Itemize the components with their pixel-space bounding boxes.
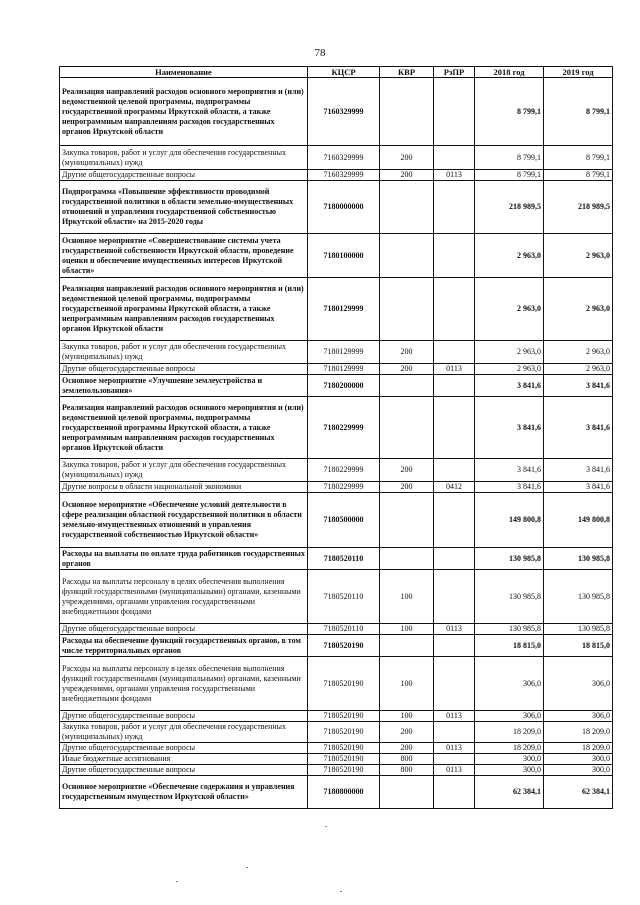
table-row [60,657,613,711]
row-kcsr: 7180520190 [308,657,380,711]
header-2019: 2019 год [544,67,613,78]
row-2019: 218 989,5 [544,181,613,234]
row-rzpr [434,776,475,809]
header-kvr: КВР [380,67,434,78]
row-2018: 3 841,6 [475,482,544,493]
row-rzpr [434,657,475,711]
table-row [60,570,613,624]
row-2018: 18 209,0 [475,743,544,754]
row-kvr [380,635,434,657]
row-2019: 306,0 [544,711,613,722]
row-kcsr: 7180520190 [308,754,380,765]
row-name: Реализация направлений расходов основного мероприятия и (или) ведомственной целевой программы, подпрограммы государственной программы Иркутской области, а также непрограммным направлениям расходов государственных органов Иркутской области [60,78,308,146]
header-rzpr: РзПР [434,67,475,78]
table-row [60,278,613,341]
row-2018: 8 799,1 [475,146,544,170]
row-rzpr [434,78,475,146]
row-2019: 306,0 [544,657,613,711]
row-kvr [380,493,434,548]
table-row [60,78,613,146]
row-2018: 8 799,1 [475,170,544,181]
row-kcsr: 7180200000 [308,375,380,397]
table-row [60,375,613,397]
row-kvr: 100 [380,711,434,722]
row-2018: 2 963,0 [475,234,544,278]
row-kcsr: 7180520190 [308,722,380,743]
row-2019: 3 841,6 [544,459,613,482]
row-kcsr: 7180520190 [308,743,380,754]
table-row [60,146,613,170]
table-row [60,754,613,765]
table-row [60,722,613,743]
table-row [60,181,613,234]
row-2018: 3 841,6 [475,375,544,397]
row-2019: 130 985,8 [544,548,613,570]
row-kvr: 800 [380,765,434,776]
row-name: Закупка товаров, работ и услуг для обеспечения государственных (муниципальных) нужд [60,722,308,743]
row-2018: 130 985,8 [475,570,544,624]
table-row [60,493,613,548]
row-rzpr [434,548,475,570]
row-name: Расходы на выплаты персоналу в целях обеспечения выполнения функций государственными (муниципальными) органами, казенными учреждениями, органами управления государственными внебюджетными фондами [60,570,308,624]
row-kvr: 100 [380,624,434,635]
table-row [60,482,613,493]
row-kcsr: 7180229999 [308,482,380,493]
row-name: Основное мероприятие «Обеспечение содержания и управления государственным имуществом Иркутской области» [60,776,308,809]
row-rzpr: 0113 [434,711,475,722]
row-kvr [380,548,434,570]
row-rzpr [434,722,475,743]
row-name: Основное мероприятие «Совершенствование системы учета государственной собственности Иркутской области, проведение оценки и обеспечение имущественных интересов Иркутской области» [60,234,308,278]
row-name: Другие вопросы в области национальной экономики [60,482,308,493]
row-rzpr [434,341,475,364]
table-row [60,364,613,375]
row-rzpr [434,234,475,278]
row-kvr: 200 [380,482,434,493]
table-row [60,341,613,364]
row-kcsr: 7180520190 [308,765,380,776]
row-kvr [380,375,434,397]
table-row [60,170,613,181]
row-name: Основное мероприятие «Обеспечение условий деятельности в сфере реализации областной государственной политики в области земельно-имущественных отношений и управления государственной собственностью Иркутской области» [60,493,308,548]
row-rzpr: 0113 [434,765,475,776]
row-rzpr: 0113 [434,170,475,181]
row-2018: 149 800,8 [475,493,544,548]
row-2018: 3 841,6 [475,459,544,482]
row-2019: 2 963,0 [544,341,613,364]
row-2018: 300,0 [475,754,544,765]
row-2019: 18 209,0 [544,743,613,754]
row-2018: 130 985,8 [475,548,544,570]
row-kcsr: 7180000000 [308,181,380,234]
table-row [60,743,613,754]
row-2019: 18 815,0 [544,635,613,657]
table-row [60,635,613,657]
row-kcsr: 7180800000 [308,776,380,809]
row-name: Иные бюджетные ассигнования [60,754,308,765]
row-name: Другие общегосударственные вопросы [60,711,308,722]
row-kcsr: 7180229999 [308,459,380,482]
row-kvr: 100 [380,657,434,711]
row-2018: 18 815,0 [475,635,544,657]
row-kcsr: 7180129999 [308,364,380,375]
row-rzpr [434,493,475,548]
row-rzpr [434,278,475,341]
row-2018: 130 985,8 [475,624,544,635]
row-rzpr: 0412 [434,482,475,493]
row-name: Другие общегосударственные вопросы [60,364,308,375]
row-2019: 3 841,6 [544,397,613,459]
row-kcsr: 7180100000 [308,234,380,278]
row-2018: 2 963,0 [475,278,544,341]
row-kcsr: 7180129999 [308,278,380,341]
row-2018: 2 963,0 [475,364,544,375]
row-kcsr: 7180520110 [308,624,380,635]
row-kcsr: 7180520110 [308,548,380,570]
row-kvr: 800 [380,754,434,765]
row-2019: 8 799,1 [544,146,613,170]
scan-speck [340,891,342,892]
row-2018: 2 963,0 [475,341,544,364]
row-kcsr: 7180500000 [308,493,380,548]
row-name: Реализация направлений расходов основного мероприятия и (или) ведомственной целевой программы, подпрограммы государственной программы Иркутской области, а также непрограммным направлениям расходов государственных органов Иркутской области [60,278,308,341]
row-rzpr: 0113 [434,624,475,635]
row-2019: 149 800,8 [544,493,613,548]
row-2019: 2 963,0 [544,234,613,278]
row-rzpr [434,754,475,765]
row-2018: 62 384,1 [475,776,544,809]
table-header-row [60,67,613,78]
row-kvr: 200 [380,146,434,170]
table-row [60,711,613,722]
page-number: 78 [314,47,326,59]
row-2019: 62 384,1 [544,776,613,809]
row-rzpr [434,375,475,397]
row-rzpr [434,397,475,459]
table-row [60,765,613,776]
row-kvr: 200 [380,459,434,482]
table-row [60,397,613,459]
row-2019: 18 209,0 [544,722,613,743]
row-name: Закупка товаров, работ и услуг для обеспечения государственных (муниципальных) нужд [60,341,308,364]
row-2018: 3 841,6 [475,397,544,459]
row-kvr [380,278,434,341]
row-2018: 8 799,1 [475,78,544,146]
row-2018: 300,0 [475,765,544,776]
row-2019: 300,0 [544,754,613,765]
row-name: Другие общегосударственные вопросы [60,624,308,635]
row-kcsr: 7160329999 [308,78,380,146]
row-kvr [380,234,434,278]
row-kvr: 200 [380,170,434,181]
row-kvr [380,181,434,234]
row-2019: 8 799,1 [544,78,613,146]
table-row [60,776,613,809]
row-kvr [380,397,434,459]
row-rzpr [434,459,475,482]
scan-speck [246,867,248,868]
row-2019: 3 841,6 [544,375,613,397]
row-kvr [380,776,434,809]
table-row [60,234,613,278]
row-kcsr: 7180129999 [308,341,380,364]
row-name: Закупка товаров, работ и услуг для обеспечения государственных (муниципальных) нужд [60,146,308,170]
row-name: Расходы на выплаты персоналу в целях обеспечения выполнения функций государственными (муниципальными) органами, казенными учреждениями, органами управления государственными внебюджетными фондами [60,657,308,711]
row-kcsr: 7180229999 [308,397,380,459]
row-kvr: 200 [380,743,434,754]
row-name: Расходы на обеспечение функций государственных органов, в том числе территориальных органов [60,635,308,657]
table-row [60,548,613,570]
row-2019: 2 963,0 [544,364,613,375]
row-kcsr: 7160329999 [308,146,380,170]
row-name: Реализация направлений расходов основного мероприятия и (или) ведомственной целевой программы, подпрограммы государственной программы Иркутской области, а также непрограммным направлениям расходов государственных органов Иркутской области [60,397,308,459]
row-2019: 300,0 [544,765,613,776]
row-name: Расходы на выплаты по оплате труда работников государственных органов [60,548,308,570]
table-row [60,624,613,635]
row-name: Закупка товаров, работ и услуг для обеспечения государственных (муниципальных) нужд [60,459,308,482]
row-kvr: 200 [380,722,434,743]
row-2019: 130 985,8 [544,624,613,635]
budget-table [59,66,613,809]
row-rzpr: 0113 [434,364,475,375]
row-name: Другие общегосударственные вопросы [60,765,308,776]
row-rzpr: 0113 [434,743,475,754]
row-kvr: 200 [380,364,434,375]
row-name: Другие общегосударственные вопросы [60,743,308,754]
row-kvr: 200 [380,341,434,364]
row-2018: 218 989,5 [475,181,544,234]
row-name: Основное мероприятие «Улучшение землеустройства и землепользования» [60,375,308,397]
row-rzpr [434,570,475,624]
row-2019: 8 799,1 [544,170,613,181]
row-2018: 18 209,0 [475,722,544,743]
row-kcsr: 7180520110 [308,570,380,624]
row-2019: 2 963,0 [544,278,613,341]
header-name: Наименование [60,67,308,78]
row-rzpr [434,181,475,234]
row-2018: 306,0 [475,657,544,711]
row-kcsr: 7160329999 [308,170,380,181]
row-rzpr [434,635,475,657]
row-kcsr: 7180520190 [308,635,380,657]
row-kcsr: 7180520190 [308,711,380,722]
row-name: Подпрограмма «Повышение эффективности проводимой государственной политики в области земельно-имущественных отношений и управления государственной собственностью Иркутской области» на 2015-2020 годы [60,181,308,234]
row-name: Другие общегосударственные вопросы [60,170,308,181]
row-2019: 3 841,6 [544,482,613,493]
header-2018: 2018 год [475,67,544,78]
row-rzpr [434,146,475,170]
row-kvr: 100 [380,570,434,624]
row-kvr [380,78,434,146]
scan-speck [176,881,178,882]
scan-speck [325,826,327,827]
header-kcsr: КЦСР [308,67,380,78]
table-row [60,459,613,482]
row-2019: 130 985,8 [544,570,613,624]
row-2018: 306,0 [475,711,544,722]
